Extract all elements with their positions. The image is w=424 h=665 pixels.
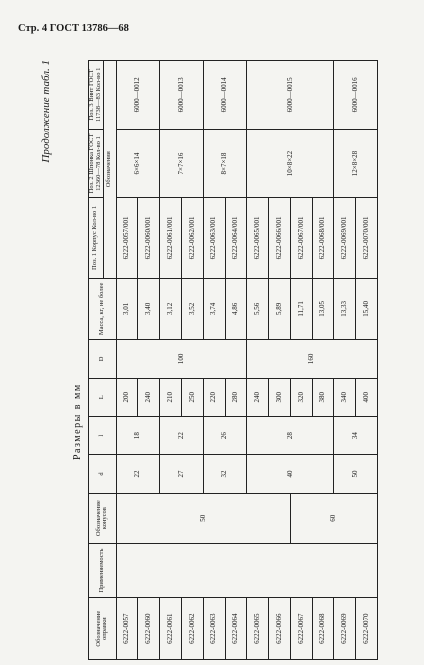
d-27: 27 bbox=[160, 455, 204, 493]
col-L: L bbox=[89, 378, 117, 416]
row-mass: 5,89 bbox=[269, 278, 291, 340]
pos3-1: 6000—0012 bbox=[116, 61, 160, 130]
row-code: 6222-0061 bbox=[160, 598, 182, 660]
row-mass: 3,74 bbox=[203, 278, 225, 340]
row-code: 6222-0062 bbox=[181, 598, 203, 660]
pos2-4: 10×8×22 bbox=[247, 129, 334, 198]
row-mass: 3,40 bbox=[138, 278, 160, 340]
cone-50: 50 bbox=[116, 493, 290, 543]
row-code: 6222-0063 bbox=[203, 598, 225, 660]
pos3-3: 6000—0014 bbox=[203, 61, 247, 130]
col-l: l bbox=[89, 416, 117, 454]
cone-60: 60 bbox=[290, 493, 377, 543]
col-pos2: Поз. 2 Шпонка ГОСТ 12360—78 Кол-во 1 bbox=[89, 129, 104, 198]
row-mass: 11,71 bbox=[290, 278, 312, 340]
row-mass: 3,12 bbox=[160, 278, 182, 340]
row-mass: 3,52 bbox=[181, 278, 203, 340]
d-50: 50 bbox=[334, 455, 378, 493]
l-18: 18 bbox=[116, 416, 160, 454]
pos2-5: 12×8×28 bbox=[334, 129, 378, 198]
row-mass: 4,86 bbox=[225, 278, 247, 340]
row-pos1: 6222-0057/001 bbox=[116, 198, 138, 278]
col-designation: Обозначение оправки bbox=[89, 598, 117, 660]
row-code: 6222-0065 bbox=[247, 598, 269, 660]
row-pos1: 6222-0061/001 bbox=[160, 198, 182, 278]
row-L: 240 bbox=[247, 378, 269, 416]
row-pos1: 6222-0060/001 bbox=[138, 198, 160, 278]
pos3-4: 6000—0015 bbox=[247, 61, 334, 130]
col-d: d bbox=[89, 455, 117, 493]
pos3-2: 6000—0013 bbox=[160, 61, 204, 130]
row-mass: 13,05 bbox=[312, 278, 334, 340]
row-mass: 13,33 bbox=[334, 278, 356, 340]
row-pos1: 6222-0066/001 bbox=[269, 198, 291, 278]
row-code: 6222-0064 bbox=[225, 598, 247, 660]
pos2-3: 8×7×18 bbox=[203, 129, 247, 198]
row-L: 240 bbox=[138, 378, 160, 416]
l-22: 22 bbox=[160, 416, 204, 454]
row-L: 280 bbox=[225, 378, 247, 416]
row-L: 200 bbox=[116, 378, 138, 416]
row-code: 6222-0060 bbox=[138, 598, 160, 660]
row-L: 300 bbox=[269, 378, 291, 416]
row-pos1: 6222-0069/001 bbox=[334, 198, 356, 278]
row-mass: 5,56 bbox=[247, 278, 269, 340]
row-code: 6222-0069 bbox=[334, 598, 356, 660]
data-table bbox=[88, 60, 378, 660]
row-pos1: 6222-0068/001 bbox=[312, 198, 334, 278]
pos3-5: 6000—0016 bbox=[334, 61, 378, 130]
row-pos1: 6222-0063/001 bbox=[203, 198, 225, 278]
l-26: 26 bbox=[203, 416, 247, 454]
dimensions-caption: Размеры в мм bbox=[72, 383, 83, 460]
row-L: 320 bbox=[290, 378, 312, 416]
row-pos1: 6222-0065/001 bbox=[247, 198, 269, 278]
row-code: 6222-0070 bbox=[356, 598, 378, 660]
row-pos1: 6222-0067/001 bbox=[290, 198, 312, 278]
page-header: Стр. 4 ГОСТ 13786—68 bbox=[18, 23, 129, 34]
row-code: 6222-0067 bbox=[290, 598, 312, 660]
row-code: 6222-0068 bbox=[312, 598, 334, 660]
table-title: Продолжение табл. 1 bbox=[40, 60, 52, 163]
row-L: 380 bbox=[312, 378, 334, 416]
pos2-2: 7×7×16 bbox=[160, 129, 204, 198]
applicability-cell bbox=[116, 543, 377, 598]
row-pos1: 6222-0064/001 bbox=[225, 198, 247, 278]
row-L: 250 bbox=[181, 378, 203, 416]
row-code: 6222-0066 bbox=[269, 598, 291, 660]
l-34: 34 bbox=[334, 416, 378, 454]
l-28: 28 bbox=[247, 416, 334, 454]
col-pos1: Поз. 1 Корпус Кол-во 1 bbox=[89, 198, 104, 278]
row-code: 6222-0057 bbox=[116, 598, 138, 660]
row-L: 210 bbox=[160, 378, 182, 416]
d-40: 40 bbox=[247, 455, 334, 493]
col-mass: Масса, кг, не более bbox=[89, 278, 117, 340]
row-L: 220 bbox=[203, 378, 225, 416]
col-designations: Обозначения bbox=[103, 61, 116, 279]
rotated-table-block bbox=[40, 60, 380, 660]
row-mass: 3,01 bbox=[116, 278, 138, 340]
col-D: D bbox=[89, 340, 117, 378]
pos2-1: 6×6×14 bbox=[116, 129, 160, 198]
row-pos1: 6222-0062/001 bbox=[181, 198, 203, 278]
D-160: 160 bbox=[247, 340, 378, 378]
row-L: 340 bbox=[334, 378, 356, 416]
col-cone: Обозначение конусов bbox=[89, 493, 117, 543]
d-32: 32 bbox=[203, 455, 247, 493]
row-L: 400 bbox=[356, 378, 378, 416]
col-applicability: Применяемость bbox=[89, 543, 117, 598]
D-100: 100 bbox=[116, 340, 247, 378]
row-mass: 15,40 bbox=[356, 278, 378, 340]
row-pos1: 6222-0070/001 bbox=[356, 198, 378, 278]
col-pos3: Поз. 3 Винт ГОСТ 11738—83 Кол-во 1 bbox=[89, 61, 104, 130]
d-22: 22 bbox=[116, 455, 160, 493]
